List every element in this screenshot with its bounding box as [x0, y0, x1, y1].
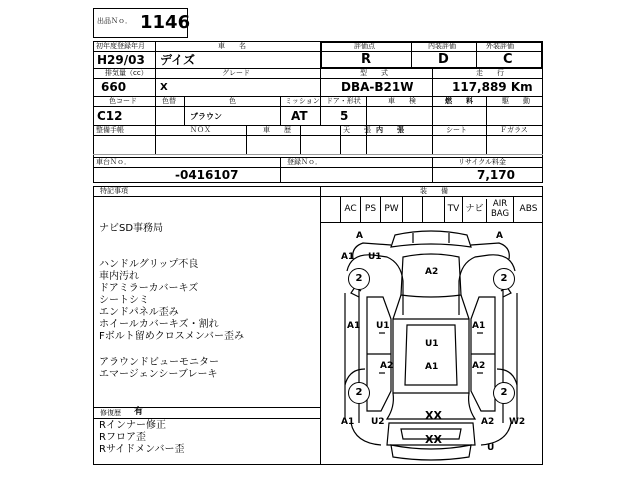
transmission: AT — [291, 109, 308, 123]
history-label: 車 歴 — [263, 126, 291, 134]
notes-line: ドアミラーカバーキズ — [99, 283, 199, 294]
damage-a2-rear-right: A2 — [481, 417, 495, 427]
damage-a1-rear-left: A1 — [341, 417, 355, 427]
seat-label: シート — [446, 126, 467, 134]
color-code: C12 — [97, 109, 123, 123]
grade-label: グレード — [222, 69, 250, 77]
fuel-label: 燃 料 — [445, 97, 473, 105]
damage-u1-roof: U1 — [425, 339, 439, 349]
damage-2-wheel-front-left: 2 — [348, 268, 370, 290]
repair-line: Rインナー修正 — [99, 420, 166, 431]
damage-u1-front: U1 — [368, 252, 382, 262]
model-code-label: 型 式 — [360, 69, 388, 77]
first-registration-label: 初年度登録年月 — [96, 42, 145, 50]
lot-number-label: 出品Ｎｏ． — [97, 17, 132, 25]
mileage-label: 走 行 — [476, 69, 504, 77]
interior-score-label: 内装評価 — [428, 42, 456, 50]
equipment-airbag: AIR BAG — [486, 199, 513, 222]
lot-number: 1146 — [140, 12, 191, 33]
damage-w2-rear-right: W2 — [509, 417, 526, 427]
equipment-navi: ナビ — [462, 197, 486, 222]
exterior-score-label: 外装評価 — [486, 42, 514, 50]
damage-a2-hood: A2 — [425, 267, 439, 277]
score: R — [361, 52, 372, 67]
exterior-score: C — [503, 52, 513, 67]
color-change-label: 色替 — [162, 97, 176, 105]
equipment-ac: AC — [340, 197, 360, 222]
car-name: デイズ — [160, 53, 196, 67]
doors: 5 — [340, 109, 349, 123]
damage-2-wheel-front-right: 2 — [493, 268, 515, 290]
damage-2-wheel-rear-right: 2 — [493, 382, 515, 404]
notes-line: アラウンドビューモニター — [99, 357, 219, 368]
notes-line: 車内汚れ — [99, 271, 139, 282]
notes-line: ハンドルグリップ不良 — [99, 259, 199, 270]
repair-line: Rフロア歪 — [99, 432, 146, 443]
chassis-number-label: 車台Ｎｏ． — [96, 158, 131, 166]
color-code-label: 色コード — [109, 97, 137, 105]
damage-u2-rear: U2 — [371, 417, 385, 427]
registration-number-label: 登録Ｎｏ． — [287, 158, 322, 166]
color: ブラウン — [190, 112, 222, 121]
damage-a2-right: A2 — [472, 361, 486, 371]
damage-a1-center: A1 — [425, 362, 439, 372]
damage-xx-rear-bumper: XX — [425, 433, 442, 446]
roof-label: 天 張 — [343, 126, 371, 134]
model-code: DBA-B21W — [341, 80, 414, 94]
damage-u-rear: U — [487, 443, 495, 453]
car-name-label: 車 名 — [218, 42, 246, 50]
nox-label: ＮＯＸ — [190, 126, 211, 134]
equipment-pw: PW — [380, 197, 402, 222]
notes-line: ナビSD事務局 — [99, 223, 164, 234]
notes-line: シートシミ — [99, 295, 149, 306]
damage-a2-left: A2 — [380, 361, 394, 371]
equipment-label: 装 備 — [420, 187, 448, 195]
grade: X — [160, 82, 168, 93]
damage-a-front-left: A — [356, 231, 363, 241]
equipment-tv: TV — [444, 197, 462, 222]
lot-number-box — [93, 8, 191, 38]
damage-a-front-right: A — [496, 231, 503, 241]
recycle-fee-label: リサイクル料金 — [458, 158, 507, 166]
repair-history-value: 有 — [134, 407, 144, 417]
damage-a1-left: A1 — [347, 321, 361, 331]
front-glass-label: Ｆガラス — [500, 126, 528, 134]
damage-u1-left: U1 — [376, 321, 390, 331]
color-label: 色 — [229, 97, 236, 105]
notes-line: Fボルト留めクロスメンバー歪み — [99, 331, 245, 342]
damage-a1-front-left: A1 — [341, 252, 355, 262]
equipment-ps: PS — [360, 197, 380, 222]
notes-line: エンドパネル歪み — [99, 307, 179, 318]
maintenance-book-label: 整備手帳 — [96, 126, 124, 134]
first-registration: H29/03 — [97, 53, 145, 67]
chassis-number: -0416107 — [175, 168, 239, 182]
damage-xx-rear-gate: XX — [425, 409, 442, 422]
notes-line: エマージェンシーブレーキ — [99, 369, 218, 380]
equipment-abs: ABS — [513, 197, 543, 222]
repair-line: Rサイドメンバー歪 — [99, 444, 185, 455]
transmission-label: ミッション — [285, 97, 320, 105]
equipment-row — [320, 197, 543, 222]
notes-label: 特記事項 — [100, 187, 128, 195]
interior-score: D — [438, 52, 449, 67]
displacement-label: 排気量（cc） — [105, 69, 148, 77]
displacement: 660 — [101, 80, 127, 94]
repair-history-label: 修復歴 — [100, 409, 121, 417]
inspection-label: 車 検 — [388, 97, 416, 105]
score-label: 評価点 — [354, 42, 375, 50]
interior-lining-label: 内 張 — [376, 126, 404, 134]
mileage: 117,889 Km — [452, 80, 533, 94]
notes-line: ホイールカバーキズ・割れ — [99, 319, 219, 330]
recycle-fee: 7,170 — [477, 168, 515, 182]
drive-label: 駆 動 — [502, 97, 530, 105]
door-type-label: ドア・形状 — [326, 97, 361, 105]
damage-2-wheel-rear-left: 2 — [348, 382, 370, 404]
damage-a1-right: A1 — [472, 321, 486, 331]
